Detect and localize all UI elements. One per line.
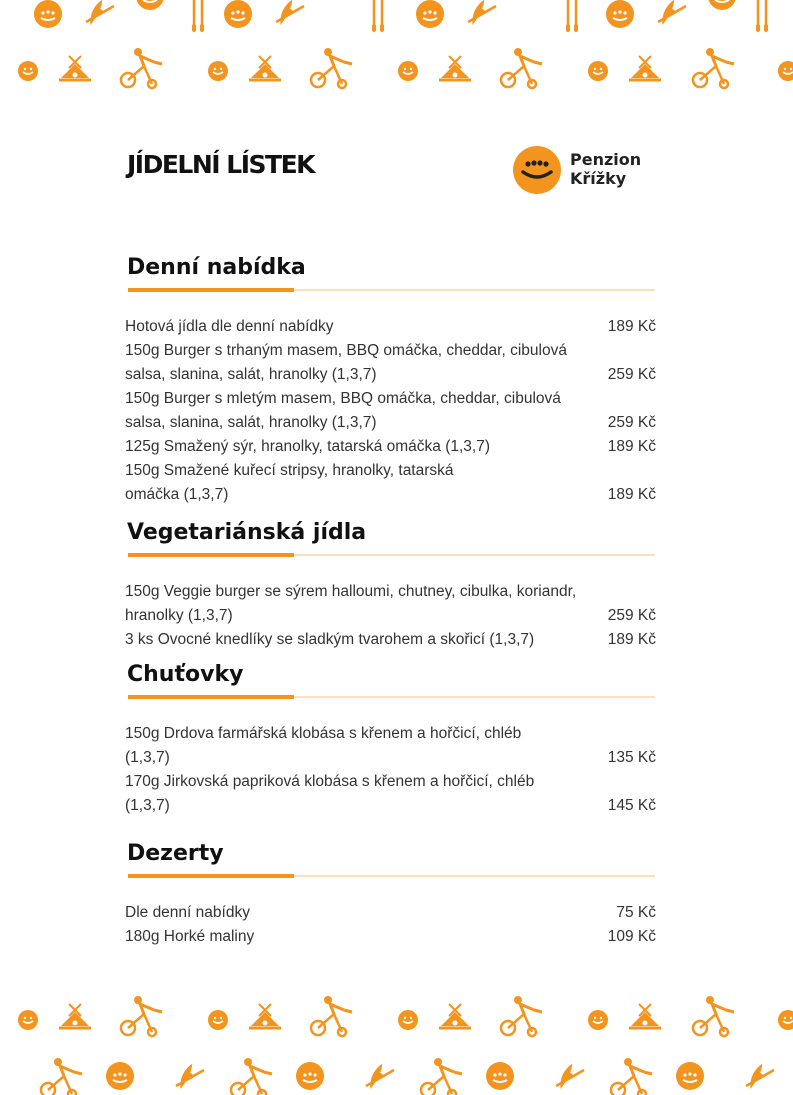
section-snacks [125, 661, 660, 818]
item-description: Hotová jídla dle denní nabídky [125, 318, 334, 335]
menu-item [125, 315, 660, 339]
item-description: 3 ks Ovocné knedlíky se sladkým tvarohem a skořicí (1,3,7) [125, 631, 535, 648]
item-description: 150g Burger s trhaným masem, BBQ omáčka, cheddar, cibulová salsa, slanina, salát, hranolky (1,3,7) [125, 342, 567, 383]
section-title: Vegetariánská jídla [127, 520, 367, 545]
item-price: 259 Kč [607, 607, 656, 624]
menu-item [125, 339, 660, 387]
menu-item [125, 459, 660, 507]
menu-item [125, 387, 660, 435]
logo-smile-icon [513, 146, 561, 194]
item-description: 170g Jirkovská papriková klobása s křenem a hořčicí, chléb (1,3,7) [125, 773, 535, 814]
item-price: 259 Kč [607, 414, 656, 431]
decorative-pattern-bottom [0, 990, 793, 1095]
section-divider [128, 288, 655, 292]
item-price: 135 Kč [607, 749, 656, 766]
logo-line1: Penzion [570, 150, 642, 169]
item-description: Dle denní nabídky [125, 904, 250, 921]
section-desserts [125, 840, 660, 949]
item-price: 189 Kč [607, 631, 656, 648]
item-price: 109 Kč [607, 928, 656, 945]
menu-item [125, 925, 660, 949]
section-title: Chuťovky [127, 662, 244, 687]
item-price: 145 Kč [607, 797, 656, 814]
menu-item [125, 628, 660, 652]
item-price: 189 Kč [607, 318, 656, 335]
section-vegetarian [125, 519, 660, 652]
page-title: JÍDELNÍ LÍSTEK [127, 150, 315, 179]
item-description: 125g Smažený sýr, hranolky, tatarská omáčka (1,3,7) [125, 438, 490, 455]
item-description: 150g Drdova farmářská klobása s křenem a hořčicí, chléb (1,3,7) [125, 725, 522, 766]
section-daily-offer [125, 254, 660, 507]
menu-item [125, 580, 660, 628]
menu-item [125, 770, 660, 818]
item-price: 189 Kč [607, 486, 656, 503]
item-price: 259 Kč [607, 366, 656, 383]
logo-text [570, 150, 641, 188]
logo [513, 146, 663, 196]
item-description: 180g Horké maliny [125, 928, 255, 945]
pattern-icons [0, 0, 793, 100]
logo-line2: Křížky [570, 169, 627, 188]
section-title: Dezerty [127, 841, 224, 866]
menu-item [125, 435, 660, 459]
item-price: 189 Kč [607, 438, 656, 455]
section-divider [128, 874, 655, 878]
pattern-icons [0, 990, 793, 1095]
section-title: Denní nabídka [127, 255, 306, 280]
item-description: 150g Veggie burger se sýrem halloumi, chutney, cibulka, koriandr, hranolky (1,3,7) [125, 583, 577, 624]
item-description: 150g Burger s mletým masem, BBQ omáčka, cheddar, cibulová salsa, slanina, salát, hranolky (1,3,7) [125, 390, 561, 431]
decorative-pattern-top [0, 0, 793, 100]
menu-item [125, 722, 660, 770]
section-divider [128, 553, 655, 557]
section-divider [128, 695, 655, 699]
item-price: 75 Kč [616, 904, 656, 921]
menu-item [125, 901, 660, 925]
item-description: 150g Smažené kuřecí stripsy, hranolky, tatarská omáčka (1,3,7) [125, 462, 454, 503]
